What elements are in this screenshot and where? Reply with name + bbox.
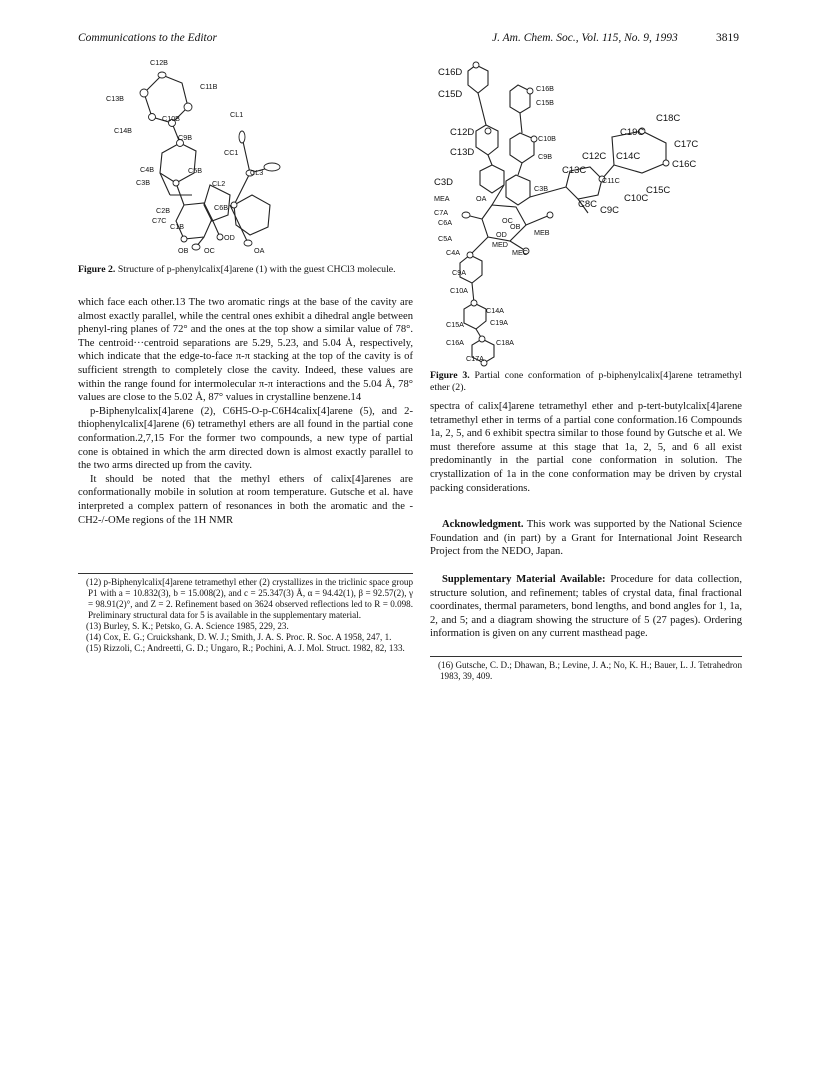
atom-label: C9B xyxy=(538,152,552,161)
footnote: (13) Burley, S. K.; Petsko, G. A. Science 1985, 229, 23. xyxy=(86,621,289,631)
atom-label: C10B xyxy=(538,134,556,143)
page-number: 3819 xyxy=(716,32,739,44)
atom-label: C4B xyxy=(140,165,154,174)
atom-label: C16B xyxy=(536,84,554,93)
atom-label: C15C xyxy=(646,185,671,196)
atom-label: OD xyxy=(496,230,507,239)
footnote: (15) Rizzoli, C.; Andreetti, G. D.; Ungaro, R.; Pochini, A. J. Mol. Struct. 1982, 82, 133. xyxy=(86,643,405,653)
atom-label: OA xyxy=(254,246,265,255)
paragraph: spectra of calix[4]arene tetramethyl ether and p-tert-butylcalix[4]arene tetramethyl ether in terms of a partial cone conformation.16 Compounds 1a, 2, 5, and 6 exhibit spectra similar to those found by Gutsche et al. We must therefore assume at this stage that 1a, 2, 5, and 6 all exist predominantly in the partial cone conformation in solution. The crystallization of 1a in the cone conformation may be driven by crystal packing considerations. xyxy=(430,401,742,494)
atom-label: C3B xyxy=(534,184,548,193)
atom-label: C5A xyxy=(438,234,452,243)
atom-label: C7C xyxy=(152,216,167,225)
atom-label: MEB xyxy=(534,228,550,237)
atom-label: C16C xyxy=(672,159,697,170)
atom-label: C15D xyxy=(438,89,463,100)
atom-label: C3D xyxy=(434,177,454,188)
atom-label: CL2 xyxy=(212,179,226,188)
atom-label: OC xyxy=(502,216,513,225)
atom-label: C6B xyxy=(214,203,228,212)
atom-label: OB xyxy=(178,246,189,255)
right-footnotes xyxy=(430,660,742,682)
running-header-left: Communications to the Editor xyxy=(78,32,217,44)
atom-label: OB xyxy=(510,222,521,231)
atom-label: C18A xyxy=(496,338,514,347)
atom-label: C16D xyxy=(438,67,463,78)
atom-label: C15A xyxy=(446,320,464,329)
atom-label: C17A xyxy=(466,354,484,363)
atom-label: MEC xyxy=(512,248,528,257)
acknowledgment xyxy=(430,518,742,559)
atom-label: C19C xyxy=(620,127,645,138)
figure-2-caption-label: Figure 2. xyxy=(78,264,116,275)
atom-label: C13C xyxy=(562,165,587,176)
atom-label: C4A xyxy=(446,248,460,257)
atom-label: C1B xyxy=(170,222,184,231)
supplementary-heading: Supplementary Material Available: xyxy=(442,574,606,585)
atom-label: C19A xyxy=(490,318,508,327)
atom-label: C17C xyxy=(674,139,699,150)
atom-label: CL1 xyxy=(230,110,244,119)
atom-label: C14A xyxy=(486,306,504,315)
footnote: (14) Cox, E. G.; Cruickshank, D. W. J.; Smith, J. A. S. Proc. R. Soc. A 1958, 247, 1. xyxy=(86,632,392,642)
atom-label: OD xyxy=(224,233,235,242)
atom-label: C2B xyxy=(156,206,170,215)
atom-label: C10A xyxy=(450,286,468,295)
atom-label: C14B xyxy=(114,126,132,135)
atom-label: C11C xyxy=(602,176,620,185)
atom-label: CC1 xyxy=(224,148,239,157)
paragraph: p-Biphenylcalix[4]arene (2), C6H5-O-p-C6H4calix[4]arene (5), and 2-thiophenylcalix[4]arene (6) tetramethyl ethers are all found in the partial cone conformation.2,7,15 For the former two compounds, a new type of partial cone is obtained in which the arm directed down is almost exactly parallel to the two arms directed up from the cavity. xyxy=(78,405,413,472)
footnote: (16) Gutsche, C. D.; Dhawan, B.; Levine, J. A.; No, K. H.; Bauer, L. J. Tetrahedron 1983, 39, 409. xyxy=(438,660,742,681)
atom-label: C5B xyxy=(188,166,202,175)
atom-label: MEA xyxy=(434,194,450,203)
atom-label: C13D xyxy=(450,147,475,158)
atom-label: OA xyxy=(476,194,487,203)
supplementary-text: Procedure for data collection, structure solution, and refinement; tables of crystal data, final fractional coordinates, thermal parameters, bond lengths, and bond angles for 1, 1a, 2, and 5; and a diagram showing the structure of 5 (27 pages). Ordering information is given on any current masthead page. xyxy=(430,574,742,640)
figure-3-caption-label: Figure 3. xyxy=(430,370,470,381)
left-column-body xyxy=(78,296,413,527)
left-footnotes xyxy=(78,577,413,654)
atom-label: C6A xyxy=(438,218,452,227)
atom-label: C9B xyxy=(178,133,192,142)
paragraph: It should be noted that the methyl ethers of calix[4]arenes are conformationally mobile in solution at room temperature. Gutsche et al. have interpreted a complex pattern of resonances in both the aromatic and the -CH2-/-OMe regions of the 1H NMR xyxy=(78,473,413,526)
right-column-body xyxy=(430,400,742,495)
atom-label: C10C xyxy=(624,193,649,204)
figure-3-caption xyxy=(430,370,742,394)
atom-label: C14C xyxy=(616,151,641,162)
atom-label: C12B xyxy=(150,58,168,67)
figure-3-structure xyxy=(430,55,730,367)
running-header-journal: J. Am. Chem. Soc., Vol. 115, No. 9, 1993 xyxy=(492,32,678,44)
atom-label: CL3 xyxy=(250,168,264,177)
atom-label: OC xyxy=(204,246,215,255)
atom-label: C11B xyxy=(200,82,218,91)
atom-label: C12C xyxy=(582,151,607,162)
figure-2-caption xyxy=(78,264,413,276)
atom-label: C7A xyxy=(434,208,448,217)
atom-label: C15B xyxy=(536,98,554,107)
footnote-divider xyxy=(430,656,742,657)
paragraph: which face each other.13 The two aromatic rings at the base of the cavity are almost exactly parallel, while the central ones exhibit a dihedral angle between phenyl-ring planes of 72° and the ones at the top show a similar value of 78°. The centroid···centroid separations are 5.29, 5.23, and 5.04 Å, respectively, which indicate that the edge-to-face π-π stacking at the top of the cavity is of sufficient strength to completely close the cavity. Indeed, these values are within the range found for intermolecular π-π interactions and the 5.04 Å, 78° values are close to the 5.02 Å, 87° values in crystalline benzene.14 xyxy=(78,297,413,404)
figure-2-structure xyxy=(100,55,290,260)
supplementary-material xyxy=(430,573,742,641)
atom-label: C18C xyxy=(656,113,681,124)
atom-label: C12D xyxy=(450,127,475,138)
atom-label: C13B xyxy=(106,94,124,103)
figure-2-caption-text: Structure of p-phenylcalix[4]arene (1) with the guest CHCl3 molecule. xyxy=(117,264,396,275)
atom-label: C16A xyxy=(446,338,464,347)
atom-label: MED xyxy=(492,240,508,249)
atom-label: C9C xyxy=(600,205,620,216)
footnote: (12) p-Biphenylcalix[4]arene tetramethyl ether (2) crystallizes in the triclinic space group P1 with a = 10.832(3), b = 15.008(2), and c = 25.347(3) Å, α = 94.42(1), β = 92.57(2), γ = 98.91(2)°, and Z = 2. Refinement based on 3624 observed reflections led to R = 0.098. Preliminary structural data for 5 is available in the supplementary material. xyxy=(86,577,413,620)
figure-3-caption-text: Partial cone conformation of p-biphenylcalix[4]arene tetramethyl ether (2). xyxy=(430,370,742,393)
atom-label: C10B xyxy=(162,114,180,123)
atom-label: C8C xyxy=(578,199,598,210)
footnote-divider xyxy=(78,573,413,574)
acknowledgment-text: This work was supported by the National Science Foundation and (in part) by a Grant for International Joint Research Project from the NEDO, Japan. xyxy=(430,519,742,558)
acknowledgment-heading: Acknowledgment. xyxy=(442,519,524,530)
atom-label: C3B xyxy=(136,178,150,187)
atom-label: C9A xyxy=(452,268,466,277)
